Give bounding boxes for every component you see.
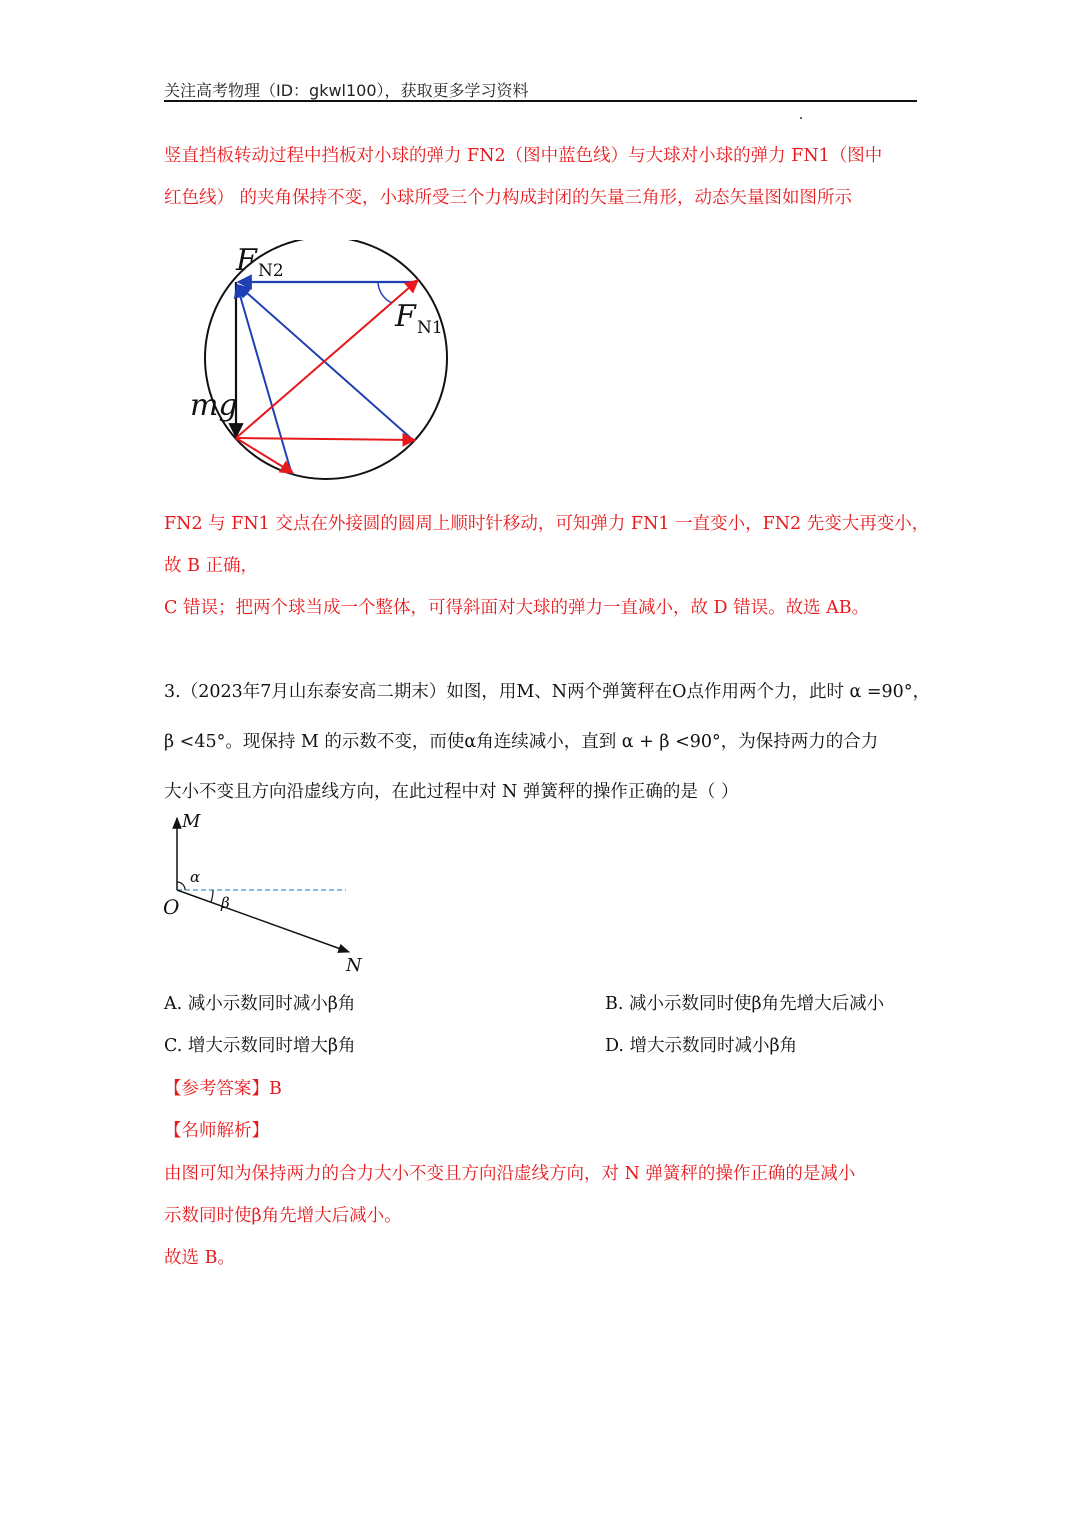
- header-rule: [164, 100, 917, 102]
- vector-triangle-diagram: [180, 240, 470, 490]
- mg-label: mg: [190, 388, 238, 423]
- n-label: N: [346, 955, 362, 976]
- analysis-line-3: 故选 B。: [164, 1248, 235, 1268]
- answer-label: 【参考答案】: [164, 1079, 269, 1099]
- fn1-vector-top: [236, 280, 418, 438]
- answer-line: [164, 1075, 282, 1100]
- question-line-2: β <45°。现保持 M 的示数不变，而使α角连续减小，直到 α + β <90°，为保持两力的合力: [164, 732, 879, 752]
- option-a: A. 减小示数同时减小β角: [164, 994, 356, 1014]
- alpha-label: α: [190, 868, 201, 886]
- fn2-label-sub: N2: [258, 261, 284, 281]
- fn2-label: F: [236, 243, 257, 278]
- fn1-label: F: [395, 299, 416, 334]
- option-b: B. 减小示数同时使β角先增大后减小: [605, 994, 885, 1014]
- m-label: M: [182, 812, 201, 832]
- answer-value: B: [269, 1079, 282, 1099]
- analysis-label: 【名师解析】: [164, 1121, 269, 1141]
- stray-dot: [800, 117, 802, 119]
- analysis-line-1: 由图可知为保持两力的合力大小不变且方向沿虚线方向，对 N 弹簧秤的操作正确的是减小: [164, 1164, 856, 1184]
- alpha-arc: [177, 882, 185, 890]
- o-label: O: [163, 895, 180, 919]
- solution-line-4: 故 B 正确，: [164, 556, 258, 576]
- solution-line-1: 竖直挡板转动过程中挡板对小球的弹力 FN2（图中蓝色线）与大球对小球的弹力 FN1（图中: [164, 146, 883, 166]
- n-force: [177, 890, 349, 952]
- solution-line-5: C 错误；把两个球当成一个整体，可得斜面对大球的弹力一直减小，故 D 错误。故选 AB。: [164, 598, 870, 618]
- angle-arc: [378, 282, 392, 303]
- fn2-vector-bottom: [237, 285, 292, 475]
- option-d: D. 增大示数同时减小β角: [605, 1036, 798, 1056]
- beta-label: β: [221, 894, 230, 912]
- question-line-3: 大小不变且方向沿虚线方向，在此过程中对 N 弹簧秤的操作正确的是（ ）: [164, 782, 739, 802]
- page-header: 关注高考物理（ID：gkwl100），获取更多学习资料: [164, 81, 529, 100]
- fn1-label-sub: N1: [417, 318, 443, 338]
- question-line-1: 3.（2023年7月山东泰安高二期末）如图，用M、N两个弹簧秤在O点作用两个力，此时 α =90°，: [164, 682, 931, 702]
- force-diagram: [160, 812, 380, 980]
- option-c: C. 增大示数同时增大β角: [164, 1036, 356, 1056]
- fn1-vector-bottom: [236, 438, 293, 473]
- analysis-line-2: 示数同时使β角先增大后减小。: [164, 1206, 402, 1226]
- solution-line-3: FN2 与 FN1 交点在外接圆的圆周上顺时针移动，可知弹力 FN1 一直变小，FN2 先变大再变小，: [164, 514, 930, 534]
- solution-line-2: 红色线） 的夹角保持不变，小球所受三个力构成封闭的矢量三角形，动态矢量图如图所示: [164, 188, 853, 208]
- beta-arc: [211, 890, 213, 902]
- fn1-vector-right: [236, 438, 415, 440]
